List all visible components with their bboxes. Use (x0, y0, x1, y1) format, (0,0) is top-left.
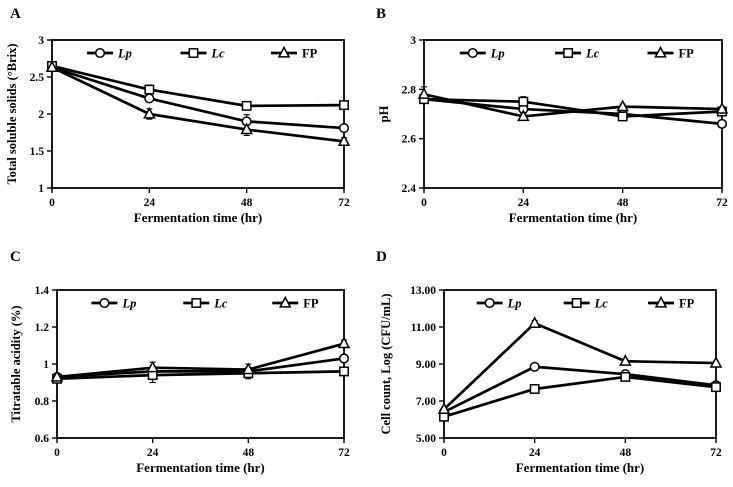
panel-a-letter: A (10, 6, 21, 22)
y-axis-title: Total soluble solids (°Brix) (5, 43, 19, 185)
x-tick-label: 72 (710, 447, 722, 459)
y-axis-title: Titratable acidity (%) (9, 305, 23, 423)
series-Lp-marker-circle-icon (340, 354, 349, 363)
chart-titratable-acidity (0, 243, 366, 487)
series-FP-marker-triangle-icon (530, 318, 540, 327)
x-tick-label: 72 (716, 197, 728, 209)
x-tick-label: 0 (54, 447, 60, 459)
chart-total-soluble-solids (0, 0, 366, 243)
series-Lp-marker-circle-icon (340, 124, 349, 133)
y-tick-label: 1 (43, 359, 49, 371)
y-tick-label: 2.6 (401, 133, 416, 146)
y-tick-label: 1 (38, 183, 44, 195)
x-tick-label: 48 (619, 447, 632, 459)
x-tick-label: 72 (338, 447, 350, 459)
x-axis-title: Fermentation time (hr) (515, 460, 645, 475)
legend-label-Lp: Lp (122, 296, 137, 311)
chart-ph (366, 0, 733, 243)
legend-label-Lc: Lc (594, 296, 608, 311)
panel-c-letter: C (10, 249, 21, 265)
series-FP-line (444, 323, 716, 409)
series-FP-marker-triangle-icon (339, 338, 349, 347)
x-tick-label: 0 (49, 197, 55, 209)
legend-label-FP: FP (302, 46, 318, 61)
legend-Lp-marker-circle-icon (468, 49, 477, 58)
series-Lc-marker-square-icon (340, 101, 348, 109)
legend-Lp-marker-circle-icon (485, 299, 494, 308)
x-tick-label: 24 (146, 447, 159, 459)
plot-frame (444, 290, 716, 438)
y-tick-label: 1.4 (34, 285, 49, 297)
y-axis-title: pH (377, 105, 391, 123)
x-tick-label: 24 (517, 197, 530, 209)
series-Lc-marker-square-icon (145, 85, 153, 93)
x-tick-label: 48 (616, 197, 629, 209)
series-Lp-marker-circle-icon (718, 120, 727, 129)
legend-Lc-marker-square-icon (572, 299, 580, 307)
legend-label-Lc: Lc (211, 46, 225, 61)
y-tick-label: 2.5 (29, 72, 44, 84)
legend-Lc-marker-square-icon (192, 299, 200, 307)
legend-Lc-marker-square-icon (564, 49, 572, 57)
panel-d (366, 243, 733, 487)
panel-d-letter: D (376, 249, 387, 265)
y-tick-label: 1.5 (29, 146, 44, 158)
y-tick-label: 5.00 (415, 433, 436, 445)
y-tick-label: 3 (410, 35, 416, 47)
y-tick-label: 9.00 (415, 359, 436, 371)
series-FP-marker-triangle-icon (419, 89, 429, 98)
series-Lp-marker-circle-icon (145, 94, 154, 103)
series-Lc-line (52, 66, 344, 106)
y-tick-label: 11.00 (410, 322, 436, 334)
series-Lc-marker-square-icon (242, 102, 250, 110)
series-Lc-marker-square-icon (618, 112, 626, 120)
x-axis-title: Fermentation time (hr) (136, 460, 265, 475)
x-axis-title: Fermentation time (hr) (133, 210, 263, 225)
y-axis-title: Cell count, Log (CFU/mL) (379, 293, 393, 435)
x-tick-label: 24 (528, 447, 541, 459)
y-tick-label: 2.4 (401, 183, 416, 195)
x-tick-label: 0 (421, 197, 427, 209)
y-tick-label: 13.00 (410, 285, 436, 297)
x-tick-label: 48 (242, 447, 255, 459)
y-tick-label: 3 (38, 35, 44, 47)
legend-label-Lp: Lp (507, 296, 522, 311)
x-tick-label: 0 (441, 447, 447, 459)
y-tick-label: 7.00 (415, 396, 436, 408)
legend-label-Lc: Lc (586, 46, 600, 61)
series-Lc-marker-square-icon (621, 373, 629, 381)
legend-label-FP: FP (679, 296, 695, 311)
legend-label-Lp: Lp (118, 46, 132, 61)
y-tick-label: 0.8 (34, 396, 49, 408)
panel-c (0, 243, 366, 487)
legend-Lc-marker-square-icon (189, 49, 197, 57)
legend-Lp-marker-circle-icon (96, 49, 105, 58)
legend-label-FP: FP (678, 46, 694, 61)
series-Lc-line (444, 377, 716, 417)
y-tick-label: 2 (38, 109, 44, 121)
legend-label-FP: FP (303, 296, 319, 311)
legend-label-Lp: Lp (490, 46, 505, 61)
series-Lc-marker-square-icon (530, 385, 538, 393)
y-tick-label: 0.6 (34, 433, 49, 445)
chart-cell-count (366, 243, 733, 487)
panel-a (0, 0, 366, 243)
legend-label-Lc: Lc (214, 296, 228, 311)
x-tick-label: 72 (338, 197, 350, 209)
x-tick-label: 24 (143, 197, 156, 209)
series-Lc-marker-square-icon (519, 97, 527, 105)
x-axis-title: Fermentation time (hr) (508, 210, 638, 225)
panel-b-letter: B (376, 6, 387, 22)
series-Lc-marker-square-icon (712, 383, 720, 391)
series-Lc-marker-square-icon (340, 367, 348, 375)
plot-frame (52, 40, 344, 188)
x-tick-label: 48 (240, 197, 253, 209)
y-tick-label: 2.8 (401, 84, 416, 97)
legend-Lp-marker-circle-icon (100, 299, 109, 308)
series-Lp-marker-circle-icon (530, 362, 539, 371)
y-tick-label: 1.2 (34, 322, 49, 334)
panel-b (366, 0, 733, 243)
